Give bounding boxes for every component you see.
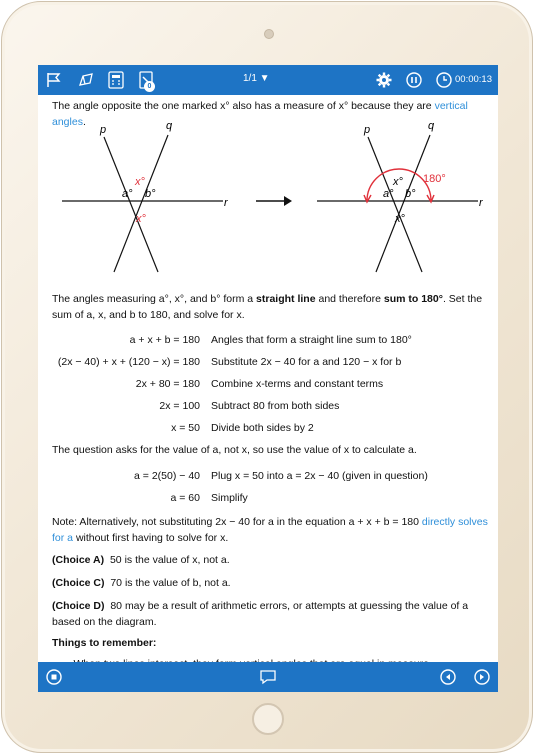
step-description: Angles that form a straight line sum to 180° — [211, 334, 412, 346]
step-description: Combine x-terms and constant terms — [211, 378, 384, 390]
straight-line-paragraph — [52, 292, 492, 323]
next-icon[interactable] — [472, 667, 492, 687]
step-row — [38, 421, 498, 435]
settings-gear-icon[interactable] — [374, 70, 394, 90]
right-angle-x-bottom: x° — [395, 213, 405, 225]
step-row — [38, 377, 498, 391]
step-row — [38, 399, 498, 413]
left-label-q: q — [166, 120, 173, 132]
left-angle-x-bottom: x° — [136, 213, 146, 225]
step-description: Substitute 2x − 40 for a and 120 − x for b — [211, 356, 402, 368]
right-arc-180-label: 180° — [423, 173, 446, 185]
stop-icon[interactable] — [44, 667, 64, 687]
choice-label: (Choice D) — [52, 600, 105, 612]
question-paragraph: The question asks for the value of a, not x, so use the value of x to calculate a. — [52, 444, 417, 456]
sl-text-3: . Set the sum of a, x, and b to 180, and solve for x. — [52, 293, 483, 321]
left-figure-lines — [62, 135, 223, 272]
sl-text-2: and therefore — [318, 293, 381, 305]
left-angle-x-top: x° — [135, 176, 145, 188]
lab-values-icon[interactable] — [76, 70, 96, 90]
choice-c — [52, 576, 492, 592]
choice-d — [52, 599, 492, 630]
intro-text: The angle opposite the one marked x° also has a measure of x° because they are — [52, 100, 432, 112]
choice-label: (Choice C) — [52, 577, 105, 589]
tablet-frame — [1, 1, 533, 753]
sl-text-1: The angles measuring a°, x°, and b° form a — [52, 293, 254, 305]
step-description: Plug x = 50 into a = 2x − 40 (given in question) — [211, 470, 428, 482]
flag-icon[interactable] — [44, 70, 64, 90]
notes-count-badge: 0 — [144, 81, 155, 92]
home-button[interactable] — [252, 703, 284, 735]
right-label-p: p — [364, 124, 371, 136]
note-text-1: Note: Alternatively, not substituting 2x − 40 for a in the equation a + x + b = 180 — [52, 516, 419, 528]
step-description: Divide both sides by 2 — [211, 422, 314, 434]
choice-text: 80 may be a result of arithmetic errors, or attempts at guessing the value of a based on the diagram. — [52, 600, 469, 628]
page-selector[interactable]: 1/1 ▼ — [243, 73, 270, 84]
calculator-icon[interactable] — [106, 70, 126, 90]
clock-icon — [436, 70, 452, 90]
right-angle-b: b° — [405, 188, 416, 200]
things-to-remember-heading — [52, 636, 492, 652]
step-equation: a + x + b = 180 — [129, 334, 200, 346]
step-row — [38, 491, 498, 505]
note-text-2: without first having to solve for x. — [75, 531, 229, 544]
step-equation: a = 60 — [170, 492, 200, 504]
vertical-angles-diagram — [38, 117, 498, 287]
directly-solves-link[interactable]: directly solves for a — [52, 516, 488, 544]
screen — [38, 65, 498, 692]
top-toolbar — [38, 65, 498, 95]
step-row — [38, 469, 498, 483]
step-row — [38, 355, 498, 369]
left-label-r: r — [224, 197, 228, 209]
timer: 00:00:13 — [455, 74, 492, 85]
front-camera — [264, 29, 274, 39]
bottom-toolbar — [38, 662, 498, 692]
previous-icon[interactable] — [438, 667, 458, 687]
step-equation: a = 2(50) − 40 — [134, 470, 200, 482]
step-row — [38, 333, 498, 347]
sl-bold-2: sum to 180° — [383, 293, 443, 305]
explanation-panel — [38, 95, 498, 662]
pause-icon[interactable] — [404, 70, 424, 90]
choice-label: (Choice A) — [52, 554, 105, 566]
choice-a — [52, 553, 492, 569]
right-angle-a: a° — [383, 188, 394, 200]
right-label-q: q — [428, 120, 435, 132]
left-angle-a: a° — [122, 188, 133, 200]
heading-text: Things to remember: — [52, 637, 157, 649]
feedback-chat-icon[interactable] — [258, 667, 278, 687]
sl-bold-1: straight line — [256, 293, 316, 305]
right-angle-x-top: x° — [393, 176, 403, 188]
choice-text: 50 is the value of x, not a. — [109, 554, 230, 566]
vertical-angles-link[interactable]: vertical angles — [52, 100, 468, 128]
step-description: Simplify — [211, 492, 248, 504]
transition-arrow — [256, 196, 292, 206]
intro-end: . — [82, 115, 86, 128]
choice-text: 70 is the value of b, not a. — [110, 577, 231, 589]
step-equation: x = 50 — [171, 422, 200, 434]
right-label-r: r — [479, 197, 483, 209]
left-label-p: p — [100, 124, 107, 136]
step-equation: (2x − 40) + x + (120 − x) = 180 — [57, 356, 200, 368]
note-paragraph — [52, 515, 492, 546]
step-description: Subtract 80 from both sides — [211, 400, 340, 412]
step-equation: 2x = 100 — [159, 400, 200, 412]
right-figure-lines — [317, 135, 478, 272]
left-angle-b: b° — [145, 188, 156, 200]
step-equation: 2x + 80 = 180 — [135, 378, 200, 390]
